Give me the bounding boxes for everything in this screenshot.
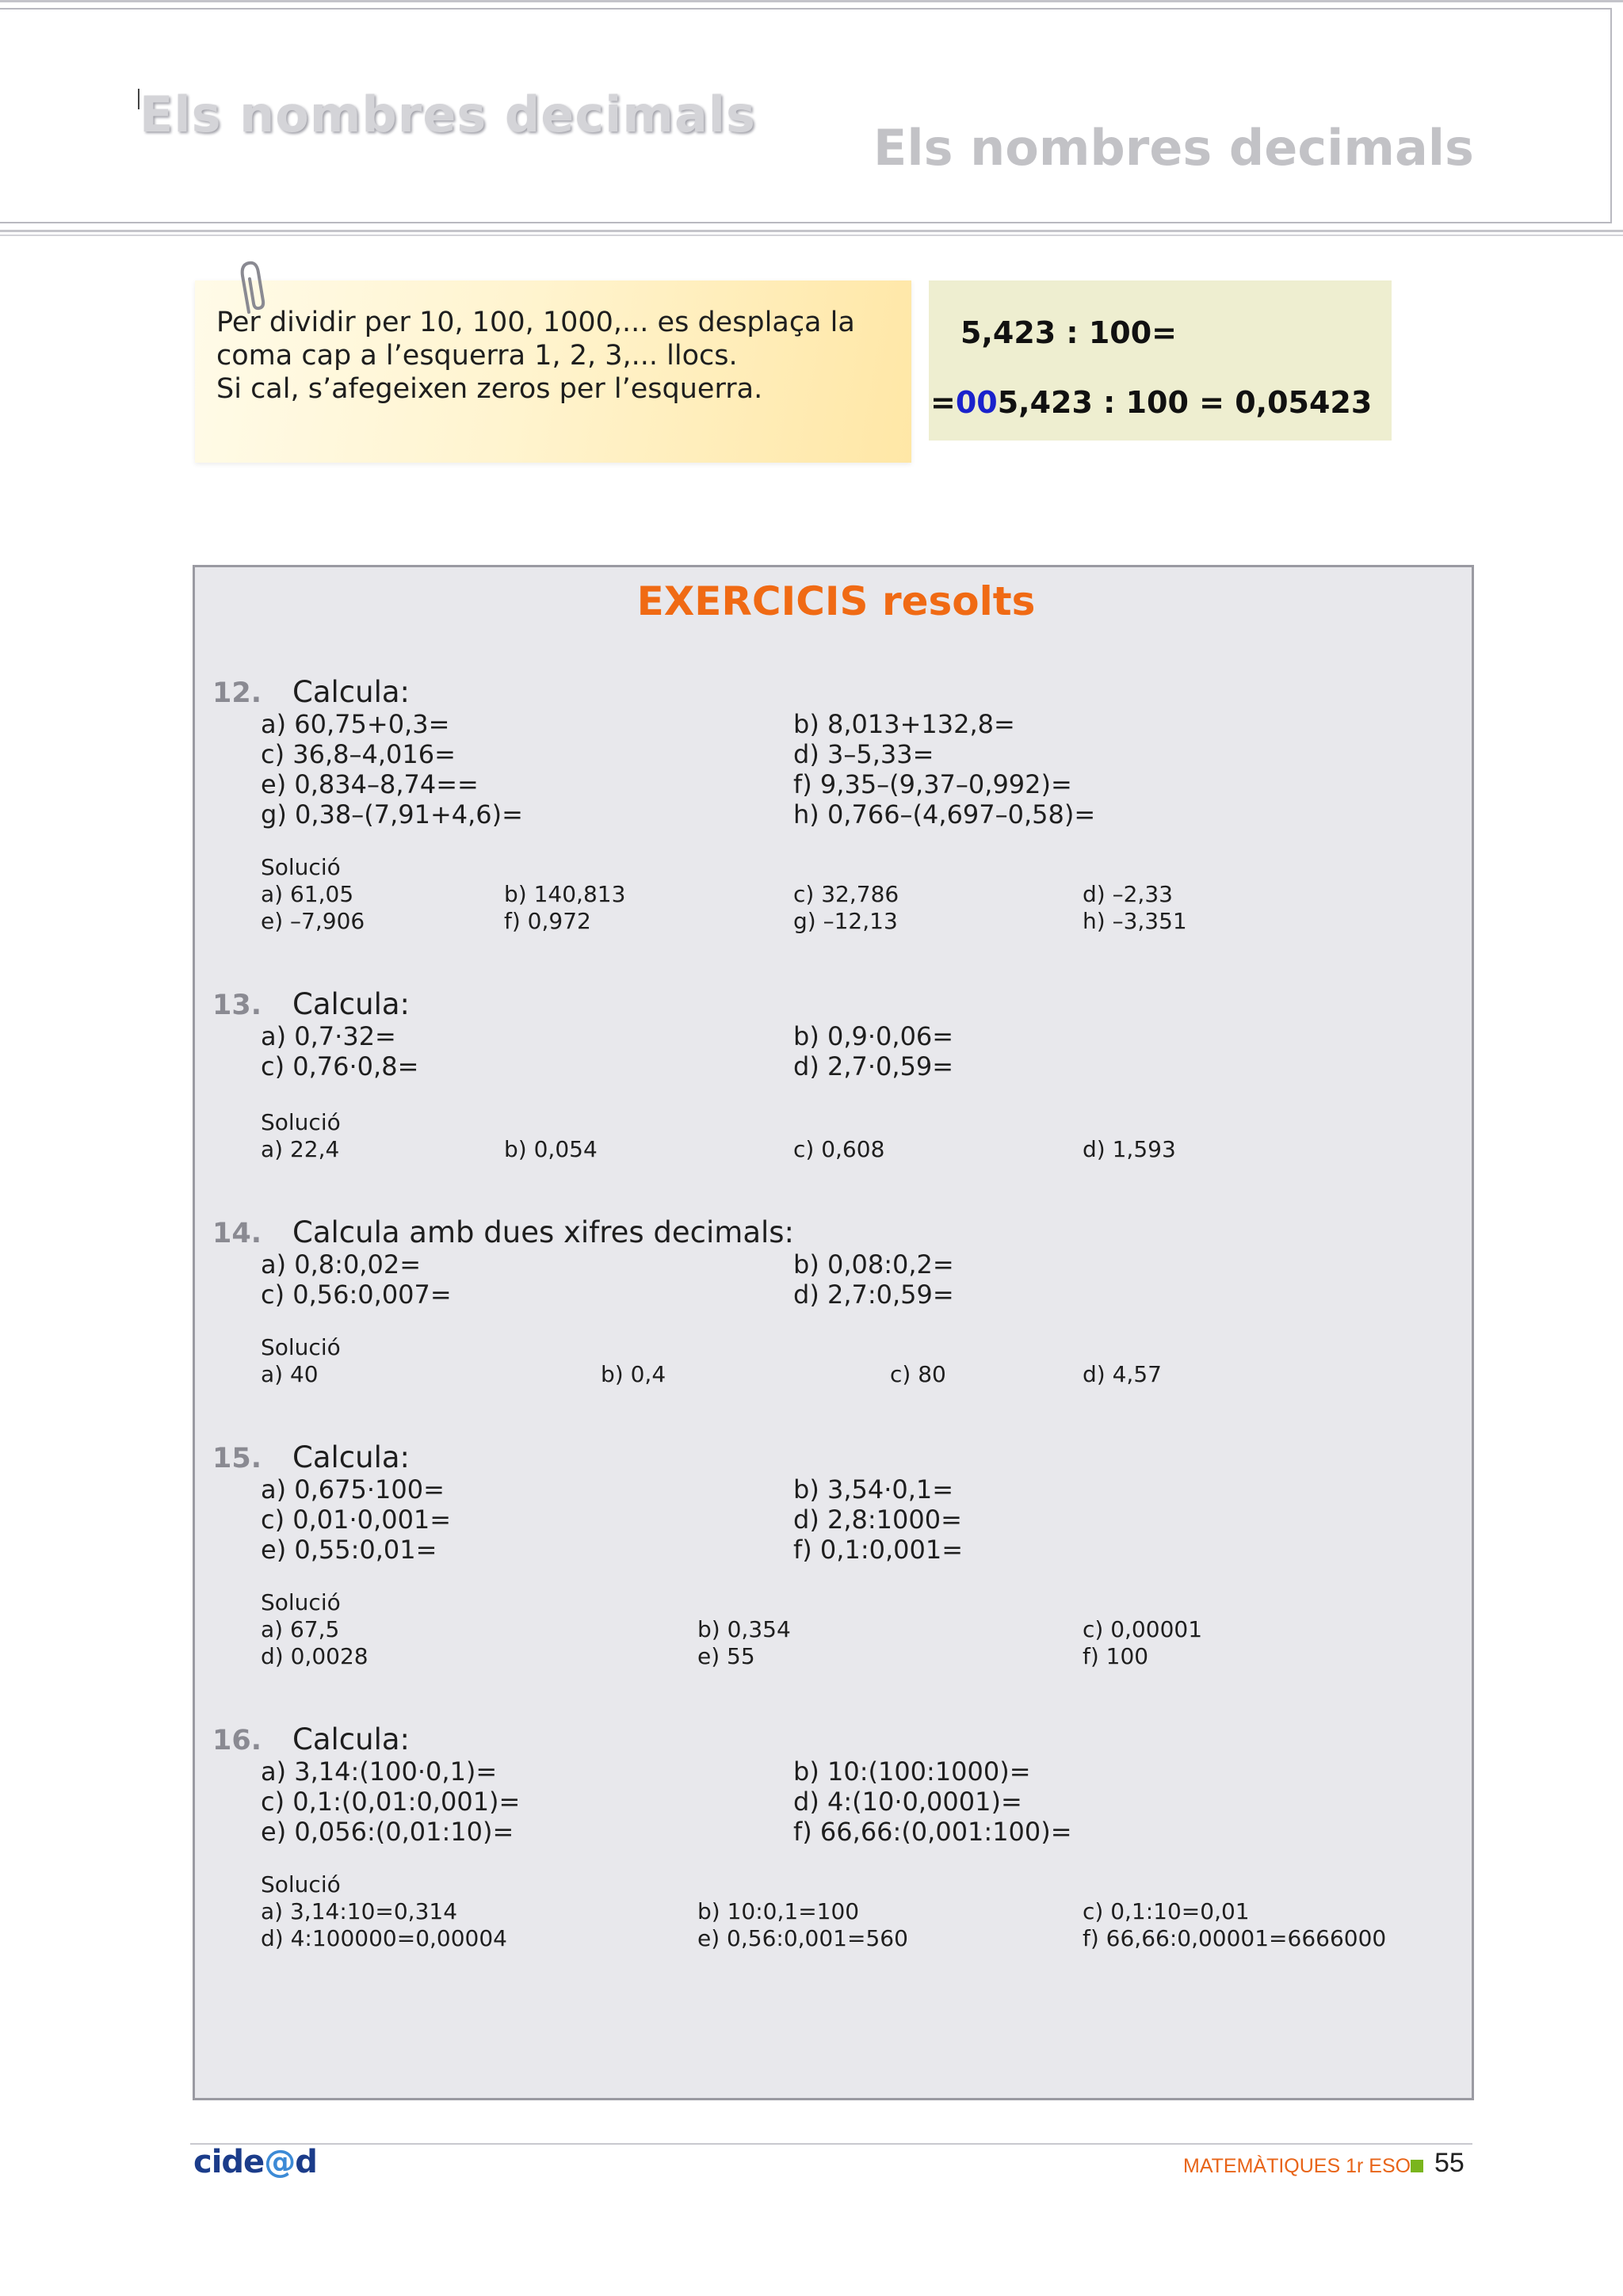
exercise-15-item-d: d) 2,8:1000= bbox=[793, 1505, 962, 1535]
exercise-13-title: Calcula: bbox=[292, 987, 410, 1021]
header-right-title: Els nombres decimals bbox=[873, 119, 1474, 177]
exercise-16-solution-d: d) 4:100000=0,00004 bbox=[261, 1925, 507, 1951]
exercise-12-item-g: g) 0,38–(7,91+4,6)= bbox=[261, 799, 523, 830]
exercise-14-solution-b: b) 0,4 bbox=[601, 1361, 666, 1387]
exercise-14-item-a: a) 0,8:0,02= bbox=[261, 1249, 421, 1280]
exercise-15-solution-e: e) 55 bbox=[697, 1643, 755, 1669]
rule-note-line-2: coma cap a l’esquerra 1, 2, 3,... llocs. bbox=[216, 340, 738, 372]
exercise-16-item-b: b) 10:(100:1000)= bbox=[793, 1756, 1031, 1787]
footer-course: MATEMÀTIQUES 1r ESO bbox=[1183, 2155, 1411, 2177]
logo-text-2: d bbox=[295, 2144, 317, 2180]
exercise-13-solution-label: Solució bbox=[261, 1109, 341, 1135]
example-added-zeros: 00 bbox=[955, 385, 998, 420]
exercise-16-item-d: d) 4:(10·0,0001)= bbox=[793, 1787, 1022, 1817]
exercise-14-title: Calcula amb dues xifres decimals: bbox=[292, 1215, 795, 1249]
exercise-16-solution-c: c) 0,1:10=0,01 bbox=[1083, 1898, 1250, 1924]
exercise-16-number: 16. bbox=[212, 1725, 262, 1756]
exercise-14-solution-a: a) 40 bbox=[261, 1361, 319, 1387]
exercise-15-title: Calcula: bbox=[292, 1440, 410, 1474]
exercise-16-solution-f: f) 66,66:0,00001=6666000 bbox=[1083, 1925, 1387, 1951]
exercise-12-solution-c: c) 32,786 bbox=[793, 881, 899, 907]
header-top-line bbox=[0, 0, 1623, 2]
page-number: 55 bbox=[1434, 2148, 1465, 2178]
exercise-13-item-c: c) 0,76·0,8= bbox=[261, 1051, 419, 1081]
exercise-16-solution-b: b) 10:0,1=100 bbox=[697, 1898, 860, 1924]
header-bottom-line-2 bbox=[0, 235, 1623, 236]
example-equals: = bbox=[930, 385, 956, 420]
logo-text-1: cide bbox=[193, 2144, 265, 2180]
exercise-12-item-f: f) 9,35–(9,37–0,992)= bbox=[793, 769, 1072, 799]
exercise-13-solution-b: b) 0,054 bbox=[504, 1136, 598, 1162]
exercise-13-solution-c: c) 0,608 bbox=[793, 1136, 885, 1162]
exercise-12-item-a: a) 60,75+0,3= bbox=[261, 709, 450, 739]
exercise-14-solution-label: Solució bbox=[261, 1334, 341, 1360]
exercise-16-item-e: e) 0,056:(0,01:10)= bbox=[261, 1817, 514, 1847]
exercise-12-item-c: c) 36,8–4,016= bbox=[261, 739, 456, 769]
exercise-15-solution-b: b) 0,354 bbox=[697, 1616, 791, 1642]
exercise-16-solution-a: a) 3,14:10=0,314 bbox=[261, 1898, 458, 1924]
exercise-12-solution-f: f) 0,972 bbox=[504, 908, 591, 934]
exercise-13-item-d: d) 2,7·0,59= bbox=[793, 1051, 954, 1081]
exercise-12-solution-b: b) 140,813 bbox=[504, 881, 626, 907]
exercise-15-item-a: a) 0,675·100= bbox=[261, 1474, 445, 1505]
exercise-12-title: Calcula: bbox=[292, 675, 410, 709]
exercise-16-item-c: c) 0,1:(0,01:0,001)= bbox=[261, 1787, 521, 1817]
exercise-15-number: 15. bbox=[212, 1443, 262, 1474]
exercise-13-number: 13. bbox=[212, 990, 262, 1021]
exercise-15-item-b: b) 3,54·0,1= bbox=[793, 1474, 954, 1505]
exercise-15-item-c: c) 0,01·0,001= bbox=[261, 1505, 452, 1535]
exercise-15-solution-label: Solució bbox=[261, 1589, 341, 1615]
exercise-12-item-b: b) 8,013+132,8= bbox=[793, 709, 1015, 739]
cidead-logo bbox=[193, 2144, 317, 2180]
footer-square-icon bbox=[1411, 2160, 1423, 2172]
rule-note-line-1: Per dividir per 10, 100, 1000,... es desplaça la bbox=[216, 307, 855, 338]
exercise-12-item-e: e) 0,834–8,74== bbox=[261, 769, 479, 799]
exercise-14-item-b: b) 0,08:0,2= bbox=[793, 1249, 954, 1280]
exercise-15-solution-d: d) 0,0028 bbox=[261, 1643, 369, 1669]
exercise-16-item-f: f) 66,66:(0,001:100)= bbox=[793, 1817, 1072, 1847]
exercise-16-solution-label: Solució bbox=[261, 1871, 341, 1897]
exercise-14-item-d: d) 2,7:0,59= bbox=[793, 1280, 954, 1310]
exercise-14-item-c: c) 0,56:0,007= bbox=[261, 1280, 452, 1310]
exercise-12-number: 12. bbox=[212, 677, 262, 709]
exercise-15-item-e: e) 0,55:0,01= bbox=[261, 1535, 437, 1565]
example-line-2 bbox=[930, 385, 1372, 420]
exercise-13-item-b: b) 0,9·0,06= bbox=[793, 1021, 954, 1051]
exercise-16-item-a: a) 3,14:(100·0,1)= bbox=[261, 1756, 498, 1787]
exercise-14-number: 14. bbox=[212, 1218, 262, 1249]
exercises-title: EXERCICIS resolts bbox=[636, 578, 1036, 624]
exercise-12-solution-label: Solució bbox=[261, 854, 341, 880]
exercise-12-item-d: d) 3–5,33= bbox=[793, 739, 934, 769]
exercise-13-item-a: a) 0,7·32= bbox=[261, 1021, 396, 1051]
exercise-15-solution-c: c) 0,00001 bbox=[1083, 1616, 1203, 1642]
example-result: 5,423 : 100 = 0,05423 bbox=[997, 385, 1373, 420]
exercise-12-item-h: h) 0,766–(4,697–0,58)= bbox=[793, 799, 1096, 830]
rule-note-line-3: Si cal, s’afegeixen zeros per l’esquerra. bbox=[216, 373, 763, 405]
exercise-14-solution-d: d) 4,57 bbox=[1083, 1361, 1162, 1387]
exercise-16-solution-e: e) 0,56:0,001=560 bbox=[697, 1925, 908, 1951]
exercise-15-solution-a: a) 67,5 bbox=[261, 1616, 340, 1642]
footer-line bbox=[190, 2143, 1472, 2145]
exercise-12-solution-e: e) –7,906 bbox=[261, 908, 365, 934]
rule-note-text bbox=[216, 306, 898, 406]
example-line-1: 5,423 : 100= bbox=[960, 315, 1178, 350]
exercise-12-solution-a: a) 61,05 bbox=[261, 881, 354, 907]
exercise-13-solution-a: a) 22,4 bbox=[261, 1136, 340, 1162]
exercise-12-solution-g: g) –12,13 bbox=[793, 908, 898, 934]
exercise-14-solution-c: c) 80 bbox=[890, 1361, 946, 1387]
logo-at: @ bbox=[264, 2144, 296, 2180]
header-left-title: Els nombres decimals bbox=[139, 86, 756, 143]
header-bottom-line bbox=[0, 230, 1623, 232]
exercise-12-solution-h: h) –3,351 bbox=[1083, 908, 1187, 934]
exercise-13-solution-d: d) 1,593 bbox=[1083, 1136, 1176, 1162]
exercise-15-item-f: f) 0,1:0,001= bbox=[793, 1535, 964, 1565]
exercise-15-solution-f: f) 100 bbox=[1083, 1643, 1149, 1669]
exercise-16-title: Calcula: bbox=[292, 1722, 410, 1756]
exercise-12-solution-d: d) –2,33 bbox=[1083, 881, 1173, 907]
